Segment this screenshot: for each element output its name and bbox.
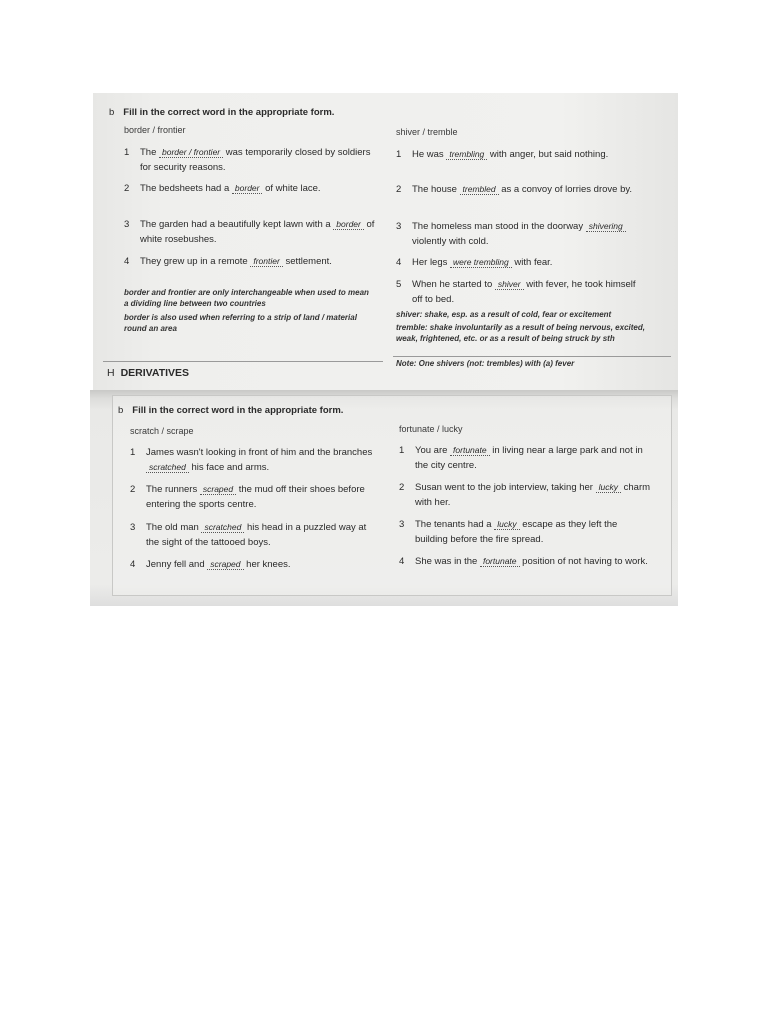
item-text: escape as they left the building before the fire spread. bbox=[415, 519, 618, 545]
item-number: 3 bbox=[130, 522, 136, 533]
scan-top-section bbox=[93, 93, 678, 391]
item-text: When he started to bbox=[412, 279, 495, 290]
exercise-heading bbox=[118, 405, 343, 416]
answer-blank: fortunate bbox=[450, 445, 490, 456]
item-number: 2 bbox=[130, 484, 136, 495]
item-text: as a convoy of lorries drove by. bbox=[498, 184, 633, 195]
item-number: 2 bbox=[396, 184, 402, 195]
item-number: 4 bbox=[130, 559, 136, 570]
item-text: The house bbox=[412, 184, 460, 195]
answer-blank: border bbox=[333, 219, 364, 230]
item-number: 3 bbox=[124, 219, 130, 230]
item-text: Jenny fell and bbox=[146, 559, 208, 570]
answer-blank: frontier bbox=[250, 256, 282, 267]
item-text: The runners bbox=[146, 484, 200, 495]
item-number: 2 bbox=[124, 183, 130, 194]
item-text: settlement. bbox=[282, 256, 332, 267]
answer-blank: scraped bbox=[200, 484, 236, 495]
item-text: The bbox=[140, 147, 160, 158]
item-text: The garden had a beautifully kept lawn with a bbox=[140, 219, 334, 230]
answer-blank: trembling bbox=[446, 149, 487, 160]
usage-note: tremble: shake involuntarily as a result of being nervous, excited, weak, frightened, etc. or as a result of being struck by sth bbox=[396, 323, 645, 343]
item-text: with anger, but said nothing. bbox=[487, 149, 609, 160]
item-number: 1 bbox=[399, 445, 405, 456]
item-text: position of not having to work. bbox=[519, 556, 648, 567]
item-text: violently with cold. bbox=[412, 236, 489, 247]
item-text: He was bbox=[412, 149, 447, 160]
exercise-letter: b bbox=[109, 107, 115, 118]
item-text: with fever, he took himself off to bed. bbox=[412, 279, 636, 305]
item-number: 2 bbox=[399, 482, 405, 493]
exercise-instruction: Fill in the correct word in the appropriate form. bbox=[123, 107, 335, 118]
item-text: They grew up in a remote bbox=[140, 256, 251, 267]
usage-note: border is also used when referring to a strip of land / material round an area bbox=[124, 313, 357, 333]
word-pair-label: fortunate / lucky bbox=[399, 424, 463, 434]
item-text: of white lace. bbox=[262, 183, 321, 194]
word-pair-label: scratch / scrape bbox=[130, 426, 194, 436]
answer-blank: border bbox=[232, 183, 263, 194]
usage-note: shiver: shake, esp. as a result of cold, fear or excitement bbox=[396, 310, 612, 319]
section-letter: H bbox=[107, 367, 115, 379]
answer-blank: scraped bbox=[207, 559, 243, 570]
item-text: The bedsheets had a bbox=[140, 183, 232, 194]
item-text: The old man bbox=[146, 522, 202, 533]
item-text: in living near a large park and not in the city centre. bbox=[415, 445, 643, 471]
answer-blank: border / frontier bbox=[159, 147, 223, 158]
note-divider bbox=[393, 356, 671, 357]
item-number: 3 bbox=[396, 221, 402, 232]
item-text: her knees. bbox=[243, 559, 291, 570]
item-number: 5 bbox=[396, 279, 402, 290]
exercise-heading bbox=[109, 107, 334, 118]
usage-note: Note: One shivers (not: trembles) with (a) fever bbox=[396, 359, 575, 368]
item-text: was temporarily closed by soldiers for security reasons. bbox=[140, 147, 371, 173]
section-divider bbox=[103, 361, 383, 362]
item-text: his face and arms. bbox=[188, 462, 270, 473]
section-title: DERIVATIVES bbox=[120, 367, 190, 379]
exercise-instruction: Fill in the correct word in the appropriate form. bbox=[132, 405, 344, 416]
item-number: 1 bbox=[396, 149, 402, 160]
item-text: You are bbox=[415, 445, 451, 456]
item-number: 1 bbox=[124, 147, 130, 158]
item-text: Her legs bbox=[412, 257, 451, 268]
answer-blank: shivering bbox=[586, 221, 626, 232]
answer-blank: lucky bbox=[494, 519, 519, 530]
item-text: of white rosebushes. bbox=[140, 219, 375, 245]
item-text: The homeless man stood in the doorway bbox=[412, 221, 586, 232]
item-number: 3 bbox=[399, 519, 405, 530]
item-number: 4 bbox=[396, 257, 402, 268]
section-heading bbox=[107, 367, 189, 379]
item-text: the mud off their shoes before entering the sports centre. bbox=[146, 484, 365, 510]
answer-blank: were trembling bbox=[450, 257, 512, 268]
item-number: 4 bbox=[124, 256, 130, 267]
item-text: She was in the bbox=[415, 556, 480, 567]
word-pair-label: border / frontier bbox=[124, 125, 186, 135]
answer-blank: scratched bbox=[146, 462, 189, 473]
exercise-letter: b bbox=[118, 405, 124, 416]
answer-blank: scratched bbox=[201, 522, 244, 533]
answer-blank: trembled bbox=[460, 184, 499, 195]
item-text: with fear. bbox=[511, 257, 553, 268]
answer-blank: fortunate bbox=[480, 556, 520, 567]
item-text: charm with her. bbox=[415, 482, 651, 508]
word-pair-label: shiver / tremble bbox=[396, 127, 458, 137]
answer-blank: lucky bbox=[596, 482, 621, 493]
item-text: The tenants had a bbox=[415, 519, 495, 530]
usage-note: border and frontier are only interchangeable when used to mean a dividing line between two countries bbox=[124, 288, 369, 308]
item-text: James wasn't looking in front of him and the branches bbox=[146, 447, 373, 458]
item-number: 4 bbox=[399, 556, 405, 567]
scan-bottom-section bbox=[90, 390, 678, 606]
item-number: 1 bbox=[130, 447, 136, 458]
item-text: his head in a puzzled way at the sight of the tattooed boys. bbox=[146, 522, 367, 548]
item-text: Susan went to the job interview, taking her bbox=[415, 482, 596, 493]
answer-blank: shiver bbox=[495, 279, 524, 290]
